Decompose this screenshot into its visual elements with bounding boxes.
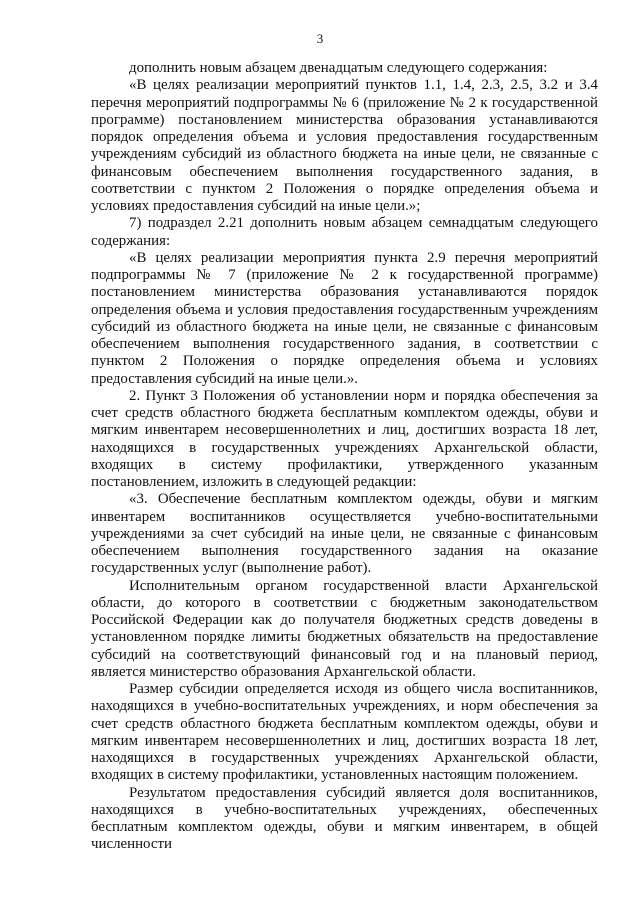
paragraph-subsidy-size: Размер субсидии определяется исходя из общего числа воспитанников, находящихся в учебно-воспитательных учреждениях, и норм обеспечения за счет средств областного бюджета бесплатным комплектом одежды, обуви и мягким инвентарем несовершеннолетних и лиц, достигших возраста 18 лет, находящихся в государственных учреждениях Архангельской области, входящих в систему профилактики, установленных настоящим положением. — [91, 681, 598, 784]
paragraph-add-twelfth-abzats: дополнить новым абзацем двенадцатым следующего содержания: — [129, 60, 548, 76]
paragraph-executive-body: Исполнительным органом государственной власти Архангельской области, до которого в соответствии с бюджетным законодательством Российской Федерации как до получателя бюджетных средств доведены в установленном порядке лимиты бюджетных обязательств на предоставление субсидий на соответствующий финансовый год и на плановый период, является министерство образования Архангельской области. — [91, 577, 598, 680]
page-number: 3 — [316, 31, 324, 46]
paragraph-quote-point-3: «3. Обеспечение бесплатным комплектом одежды, обуви и мягким инвентарем воспитанников осуществляется учебно-воспитательными учреждениями за счет субсидий на иные цели, не связанные с финансовым обеспечением выполнения государственного задания на оказание государственных услуг (выполнение работ). — [91, 491, 598, 577]
paragraph-item-7: 7) подраздел 2.21 дополнить новым абзацем семнадцатым следующего содержания: — [91, 215, 598, 249]
paragraph-quote-subprogram-6: «В целях реализации мероприятий пунктов 1.1, 1.4, 2.3, 2.5, 3.2 и 3.4 перечня мероприятий подпрограммы № 6 (приложение № 2 к государственной программе) постановлением министерства образования устанавливаются порядок определения объема и условия предоставления государственным учреждениям субсидий из областного бюджета на иные цели, не связанные с финансовым обеспечением выполнения государственного задания, в соответствии с пунктом 2 Положения о порядке определения объема и условиях предоставления субсидий на иные цели.»; — [91, 77, 598, 214]
paragraph-point-2: 2. Пункт 3 Положения об установлении норм и порядка обеспечения за счет средств областного бюджета бесплатным комплектом одежды, обуви и мягким инвентарем несовершеннолетних и лиц, достигших возраста 18 лет, находящихся в государственных учреждениях Архангельской области, входящих в систему профилактики, утвержденного указанным постановлением, изложить в следующей редакции: — [91, 387, 598, 490]
document-body — [91, 60, 598, 854]
paragraph-subsidy-result: Результатом предоставления субсидий является доля воспитанников, находящихся в учебно-воспитательных учреждениях, обеспеченных бесплатным комплектом одежды, обуви и мягким инвентарем, в общей численности — [91, 784, 598, 853]
paragraph-quote-subprogram-7: «В целях реализации мероприятия пункта 2.9 перечня мероприятий подпрограммы № 7 (приложение № 2 к государственной программе) постановлением министерства образования устанавливаются порядок определения объема и условия предоставления государственным учреждениям субсидий из областного бюджета на иные цели, не связанные с финансовым обеспечением выполнения государственного задания, в соответствии с пунктом 2 Положения о порядке определения объема и условиях предоставления субсидий на иные цели.». — [91, 249, 598, 387]
